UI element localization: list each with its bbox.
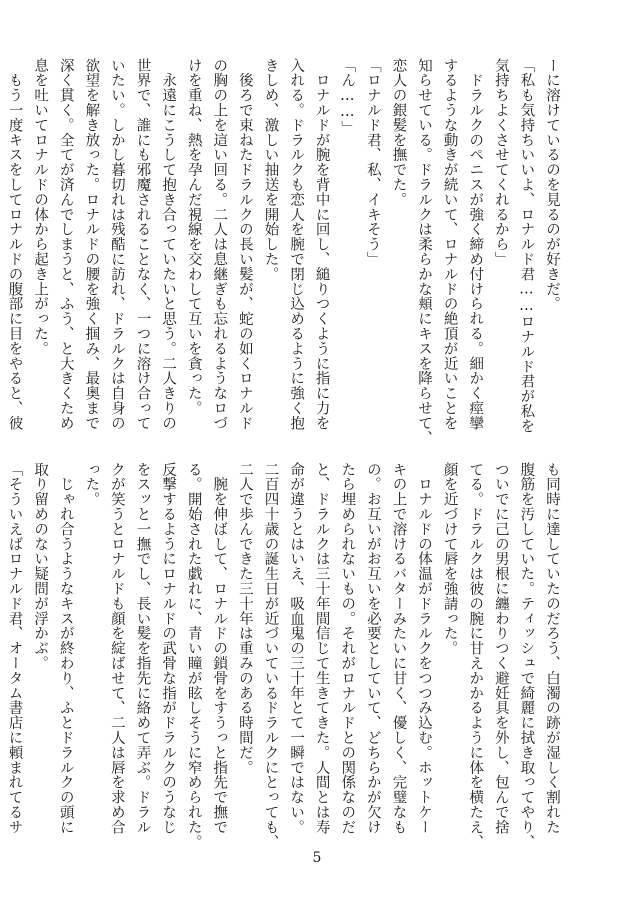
text-line: きしめ、激しい抽送を開始した。 (262, 58, 279, 282)
text-line: キの上で溶けるバターみたいに甘く、優しく、完璧なも (390, 462, 407, 835)
text-line: 腹筋を汚していた。ティッシュで綺麗に拭き取ってやり、 (518, 462, 535, 850)
text-line: いたい。しかし暮切れは残酷に訪れ、ドラルクは自身の (108, 58, 125, 431)
text-line: 二百四十歳の誕生日が近づいているドラルクにとっても、 (262, 462, 279, 850)
text-line: 取り留めのない疑問が浮かぶ。 (32, 462, 49, 671)
text-line: するような動きが続いて、ロナルドの絶頂が近いことを (441, 58, 458, 431)
text-line: も同時に達していたのだろう、白濁の跡が湿しく割れた (544, 462, 560, 835)
text-line: けを重ね、熱を孕んだ視線を交わして互いを貪った。 (185, 58, 202, 416)
page-number: 5 (312, 850, 322, 866)
text-block-upper (1, 58, 564, 446)
text-line: 命が違うとはいえ、吸血鬼の三十年とて一瞬ではない。 (288, 462, 305, 835)
text-line: 入れる。ドラルクも恋人を腕で閉じ込めるように強く抱 (288, 58, 305, 431)
text-line: と、ドラルクは三十年間信じて生きてきた。人間とは寿 (313, 462, 330, 835)
text-line: ロナルドが腕を背中に回し、縋りつくように指に力を (313, 58, 330, 431)
text-line: の胸の上を這い回る。二人は息継ぎも忘れるようなロづ (211, 58, 228, 431)
text-line: 気持ちよくさせてくれるから」 (492, 58, 509, 267)
text-line: 腕を伸ばして、ロナルドの鎖骨をすうっと指先で撫で (211, 462, 228, 835)
text-line: 「そういえばロナルド君、オータム書店に頼まれてるサ (6, 462, 23, 835)
text-line: 顔を近づけて唇を強請った。 (441, 462, 458, 656)
text-line: をスッと一撫でし、長い髪を指先に絡めて弄ぶ。ドラル (134, 462, 151, 835)
text-block-lower (1, 462, 564, 850)
text-line: った。 (83, 462, 100, 507)
text-line: てる。ドラルクは彼の腕に甘えかかるように体を横たえ、 (467, 462, 484, 850)
text-line: 深く貫く。全てが済んでしまうと、ふう、と大きくため (57, 58, 74, 431)
text-line: もう一度キスをしてロナルドの腹部に目をやると、彼 (6, 58, 23, 431)
text-line: 「私も気持ちいいよ、ロナルド君……ロナルド君が私を (518, 58, 535, 434)
text-line: ついでに己の男根に纏わりつく避妊具を外し、包んで捨 (492, 462, 509, 835)
text-line: 後ろで束ねたドラルクの長い髪が、蛇の如くロナルド (236, 58, 253, 431)
text-line: ーに溶けているのを見るのが好きだ。 (544, 58, 560, 312)
text-line: 「ん……」 (339, 58, 356, 136)
text-line: 反撃するようにロナルドの武骨な指がドラルクのうなじ (160, 462, 177, 835)
text-line: ドラルクのペニスが強く締め付けられる。細かく痙攣 (467, 58, 484, 431)
text-line: 世界で、誰にも邪魔されることなく、一つに溶け合って (134, 58, 151, 431)
text-line: クが笑うとロナルドも顔を綻ばせて、二人は唇を求め合 (108, 462, 125, 835)
text-line: る。開始された戯れに、青い瞳が眩しそうに窄められた。 (185, 462, 202, 850)
text-line: たら埋められないもの。それがロナルドとの関係なのだ (339, 462, 356, 835)
text-line: ロナルドの体温がドラルクをつつみ込む。ホットケー (416, 462, 433, 835)
text-line: 欲望を解き放った。ロナルドの腰を強く掴み、最奥まで (83, 58, 100, 431)
text-line: 知らせている。ドラルクは柔らかな頬にキスを降らせて、 (416, 58, 433, 446)
text-line: 二人で歩んできた三十年は重みのある時間だ。 (236, 462, 253, 775)
text-line: の。お互いがお互いを必要としていて、どちらかが欠け (364, 462, 381, 835)
text-line: 恋人の銀髪を撫でた。 (390, 58, 407, 207)
text-line: 永遠にこうして抱き合っていたいと思う。二人きりの (160, 58, 177, 431)
text-line: じゃれ合うようなキスが終わり、ふとドラルクの頭に (57, 462, 74, 835)
text-line: 「ロナルド君、私、イキそう」 (364, 58, 381, 267)
text-line: 息を吐いてロナルドの体から起き上がった。 (32, 58, 49, 356)
